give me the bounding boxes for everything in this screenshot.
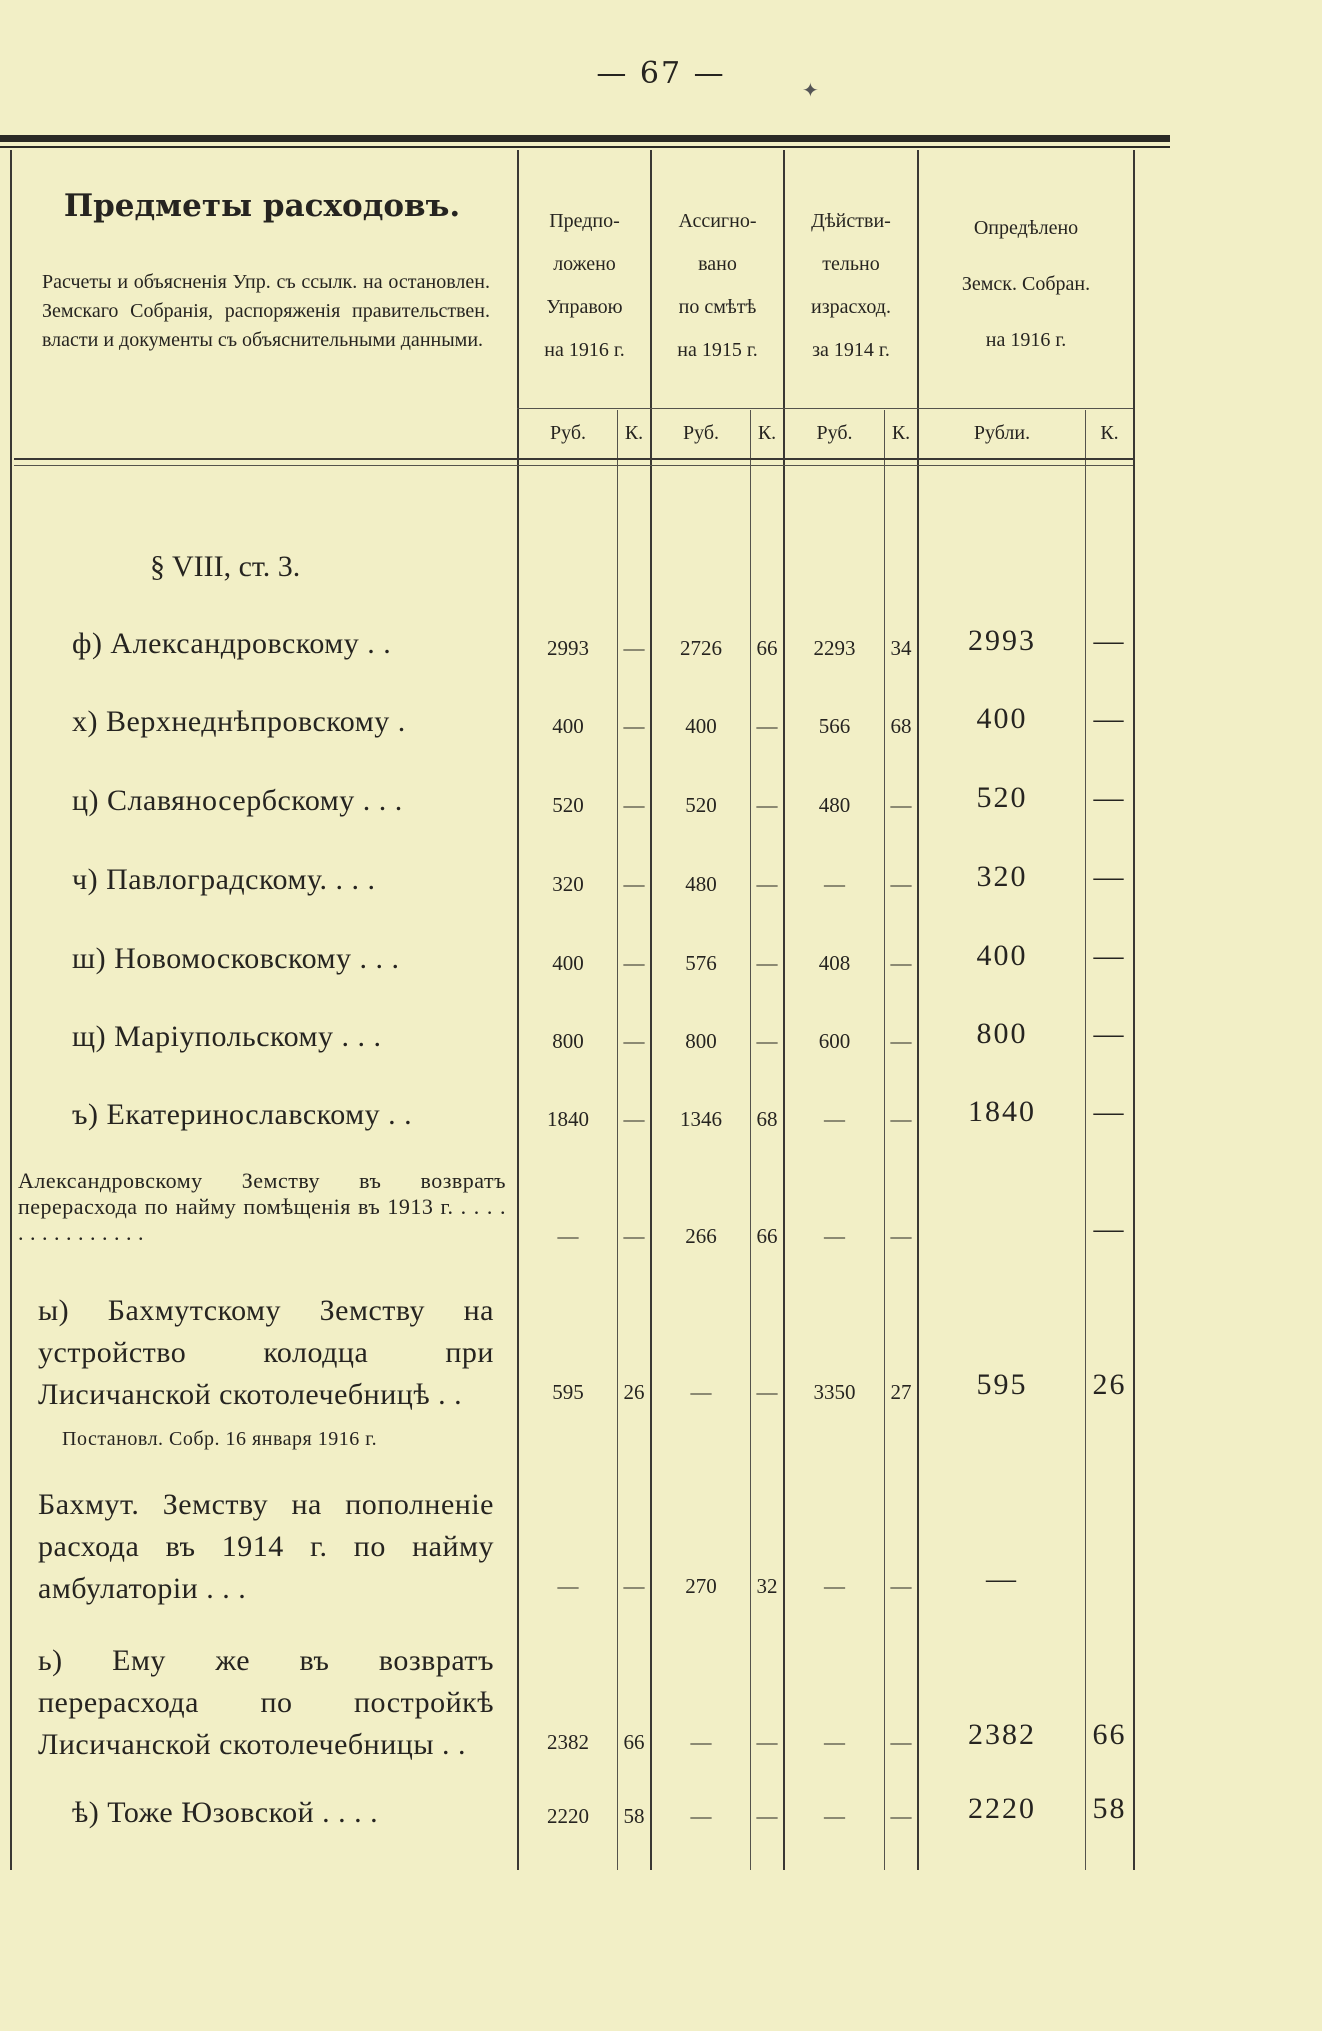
cell-decided-kop: — — [1093, 939, 1126, 972]
cell-decided-rub: 800 — [976, 1017, 1028, 1050]
page-number: — 67 — — [596, 56, 726, 91]
header-bottom-rule — [14, 458, 1133, 460]
col-head-proposed-line: ложено — [553, 253, 616, 275]
col-head-decided — [919, 200, 1133, 368]
cell-proposed-rub: 320 — [552, 872, 584, 896]
cell-decided-rub: 320 — [976, 860, 1028, 893]
cell-spent-kop: — — [890, 951, 912, 975]
cell-assigned-rub: 576 — [685, 951, 717, 975]
col-head-spent-line: израсход. — [811, 296, 891, 318]
row-label: ы) Бахмутскому Земству на устройство колодца при Лисичанской скотолечебницѣ . . — [38, 1294, 494, 1411]
row-label: ч) Павлоградскому. . . . — [72, 863, 376, 896]
cell-assigned-kop: — — [756, 714, 778, 738]
row-label: щ) Маріупольскому . . . — [72, 1020, 382, 1053]
col-head-proposed-line: Управою — [546, 296, 623, 318]
cell-spent-kop: — — [890, 1107, 912, 1131]
cell-assigned-rub: 1346 — [680, 1107, 722, 1131]
cell-proposed-rub: — — [557, 1574, 579, 1598]
cell-spent-rub: 600 — [818, 1029, 851, 1053]
cell-spent-kop: — — [890, 1224, 912, 1248]
col-head-assigned-line: Ассигно- — [678, 210, 757, 232]
row-label: ѣ) Тоже Юзовской . . . . — [72, 1796, 379, 1829]
cell-spent-rub: — — [824, 1574, 845, 1598]
col-head-proposed — [519, 200, 650, 372]
row-label: ь) Ему же въ возвратъ перерасхода по постройкѣ Лисичанской скотолечебницы . . — [38, 1644, 494, 1761]
col-head-spent-line: за 1914 г. — [812, 339, 890, 361]
cell-decided-kop: 66 — [1092, 1718, 1127, 1751]
cell-decided-kop: — — [1093, 624, 1126, 657]
cell-proposed-rub: 400 — [552, 951, 584, 975]
cell-decided-rub: 1840 — [968, 1095, 1036, 1128]
cell-proposed-rub: — — [557, 1224, 579, 1248]
cell-proposed-kop: — — [623, 872, 645, 896]
unit-rub-assigned: Руб. — [682, 422, 720, 444]
cell-assigned-rub: 2726 — [680, 636, 722, 660]
row-note: Постановл. Собр. 16 января 1916 г. — [62, 1428, 378, 1450]
col-head-spent-line: тельно — [822, 253, 880, 275]
top-rule — [0, 135, 1170, 142]
cell-spent-kop: — — [890, 1574, 912, 1598]
cell-proposed-kop: — — [623, 793, 645, 817]
cell-spent-rub: — — [824, 1224, 845, 1248]
cell-spent-kop: — — [890, 1730, 912, 1754]
cell-proposed-kop: 66 — [623, 1730, 645, 1754]
cell-decided-kop: — — [1093, 1095, 1126, 1128]
col-head-spent-line: Дѣйстви- — [811, 210, 891, 232]
cell-decided-rub: 400 — [976, 939, 1028, 972]
cell-spent-rub: 3350 — [813, 1380, 856, 1404]
cell-decided-kop: 58 — [1092, 1792, 1127, 1825]
cell-decided-kop: — — [1093, 1212, 1126, 1245]
table-right-border — [1133, 150, 1135, 1870]
cell-assigned-rub: 800 — [685, 1029, 717, 1053]
table-left-border — [10, 150, 12, 1870]
cell-proposed-rub: 520 — [552, 793, 584, 817]
cell-proposed-kop: — — [623, 951, 645, 975]
cell-assigned-rub: 520 — [685, 793, 717, 817]
cell-decided-rub: 520 — [976, 781, 1028, 814]
cell-decided-rub: 2382 — [968, 1718, 1036, 1751]
cell-assigned-kop: — — [756, 872, 778, 896]
cell-proposed-rub: 400 — [552, 714, 584, 738]
cell-decided-kop: 26 — [1092, 1368, 1127, 1401]
cell-proposed-kop: — — [623, 1574, 645, 1598]
cell-decided-rub: 400 — [976, 702, 1028, 735]
col-head-assigned — [652, 200, 783, 372]
unit-rub-proposed: Руб. — [549, 422, 587, 444]
cell-assigned-rub: 270 — [685, 1574, 717, 1598]
header-bottom-rule-thin — [14, 465, 1133, 466]
col-head-assigned-line: вано — [698, 253, 737, 275]
cell-decided-kop: — — [1093, 860, 1126, 893]
cell-proposed-rub: 1840 — [547, 1107, 589, 1131]
cell-proposed-kop: — — [623, 1224, 645, 1248]
table-subtitle: Расчеты и объясненія Упр. съ ссылк. на остановлен. Земскаго Собранія, распоряженія правительствен. власти и документы съ объяснительными данными. — [42, 271, 490, 351]
row-label: ц) Славяносербскому . . . — [72, 784, 403, 817]
cell-assigned-kop: 66 — [756, 1224, 778, 1248]
cell-proposed-kop: — — [623, 1107, 645, 1131]
kop-divider-assigned — [750, 410, 751, 1870]
col-head-proposed-line: Предпо- — [549, 210, 620, 232]
cell-proposed-rub: 2993 — [547, 636, 589, 660]
cell-proposed-rub: 800 — [552, 1029, 584, 1053]
cell-spent-rub: — — [824, 1730, 845, 1754]
unit-rub-spent: Руб. — [816, 422, 853, 444]
col-head-decided-line: на 1916 г. — [985, 329, 1067, 351]
cell-spent-kop: 68 — [890, 714, 912, 738]
cell-spent-rub: 480 — [818, 793, 851, 817]
cell-decided-rub: — — [986, 1562, 1018, 1595]
unit-rubles-decided: Рубли. — [973, 422, 1031, 444]
row-label: ш) Новомосковскому . . . — [72, 942, 400, 975]
kop-divider-proposed — [617, 410, 618, 1870]
col-head-assigned-line: по смѣтѣ — [678, 296, 757, 318]
cell-spent-rub: — — [824, 1804, 845, 1828]
cell-spent-rub: — — [824, 1107, 845, 1131]
cell-proposed-kop: 26 — [623, 1380, 645, 1404]
cell-assigned-kop: 66 — [756, 636, 778, 660]
cell-proposed-kop: 58 — [623, 1804, 645, 1828]
unit-kop-proposed: К. — [624, 422, 644, 444]
col-head-spent — [785, 200, 917, 372]
cell-decided-kop: — — [1093, 702, 1126, 735]
col-head-decided-line: Земск. Собран. — [961, 273, 1091, 295]
cell-spent-rub: 408 — [818, 951, 851, 975]
cell-assigned-rub: — — [690, 1730, 712, 1754]
cell-spent-kop: — — [890, 793, 912, 817]
cell-assigned-kop: 68 — [756, 1107, 778, 1131]
cell-assigned-kop: — — [756, 793, 778, 817]
table-title: Предметы расходовъ. — [63, 188, 461, 224]
row-label: ф) Александровскому . . — [72, 627, 392, 660]
col-head-assigned-line: на 1915 г. — [677, 339, 758, 361]
cell-assigned-kop: — — [756, 1804, 778, 1828]
row-label: х) Верхнеднѣпровскому . — [72, 705, 406, 738]
cell-spent-kop: — — [890, 872, 912, 896]
unit-kop-assigned: К. — [757, 422, 777, 444]
cell-assigned-kop: — — [756, 1730, 778, 1754]
row-label: Бахмут. Земству на пополненіе расхода въ 1914 г. по найму амбулаторіи . . . — [38, 1488, 494, 1605]
cell-assigned-rub: — — [690, 1380, 712, 1404]
cell-spent-rub: — — [824, 872, 845, 896]
cell-assigned-kop: 32 — [756, 1574, 778, 1598]
unit-kop-decided: К. — [1100, 422, 1119, 444]
section-title: § VIII, ст. 3. — [150, 550, 301, 583]
cell-assigned-rub: 480 — [685, 872, 717, 896]
cell-decided-rub: 2220 — [968, 1792, 1036, 1825]
ink-mark: ✦ — [802, 78, 819, 102]
cell-decided-kop: — — [1093, 781, 1126, 814]
unit-kop-spent: К. — [891, 422, 911, 444]
row-label: Александровскому Земству въ возвратъ перерасхода по найму помѣщенія въ 1913 г. . . . . . . . . . . . . . . . — [18, 1168, 506, 1245]
cell-assigned-kop: — — [756, 1029, 778, 1053]
cell-assigned-rub: 266 — [685, 1224, 717, 1248]
cell-proposed-rub: 2220 — [547, 1804, 589, 1828]
top-rule-thin — [0, 146, 1170, 148]
cell-spent-kop: 27 — [890, 1380, 912, 1404]
cell-assigned-kop: — — [756, 1380, 778, 1404]
cell-proposed-rub: 595 — [552, 1380, 584, 1404]
cell-assigned-rub: — — [690, 1804, 712, 1828]
cell-spent-kop: — — [890, 1804, 912, 1828]
cell-decided-kop: — — [1093, 1017, 1126, 1050]
cell-proposed-kop: — — [623, 1029, 645, 1053]
col-head-decided-line: Опредѣлено — [973, 217, 1079, 239]
unit-row-top — [517, 408, 1133, 409]
cell-proposed-kop: — — [623, 714, 645, 738]
row-label: ъ) Екатеринославскому . . — [72, 1098, 413, 1131]
cell-spent-kop: — — [890, 1029, 912, 1053]
cell-spent-rub: 2293 — [813, 636, 856, 660]
cell-decided-rub: 2993 — [968, 624, 1036, 657]
cell-assigned-rub: 400 — [685, 714, 717, 738]
cell-decided-rub: 595 — [976, 1368, 1028, 1401]
kop-divider-spent — [884, 410, 885, 1870]
cell-proposed-kop: — — [623, 636, 645, 660]
cell-spent-rub: 566 — [818, 714, 851, 738]
cell-proposed-rub: 2382 — [547, 1730, 589, 1754]
col-head-proposed-line: на 1916 г. — [544, 339, 625, 361]
cell-spent-kop: 34 — [890, 636, 912, 660]
cell-assigned-kop: — — [756, 951, 778, 975]
